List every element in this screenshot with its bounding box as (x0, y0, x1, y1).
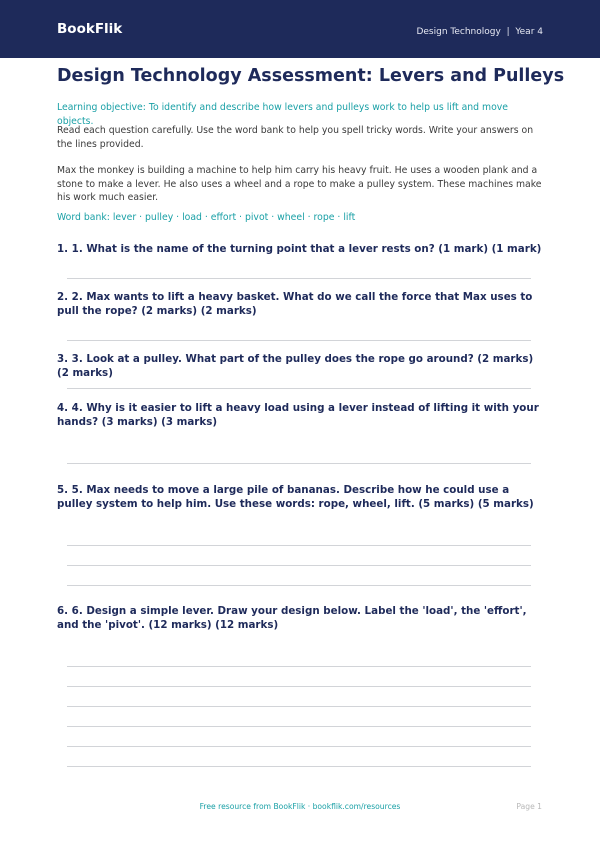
question-5: 5. 5. Max needs to move a large pile of bananas. Describe how he could use a pulley system to help him. Use these words: rope, wheel, lift. (5 marks) (5 marks) (57, 484, 534, 510)
question-4: 4. 4. Why is it easier to lift a heavy load using a lever instead of lifting it with your hands? (3 marks) (3 marks) (57, 402, 539, 428)
question-3: 3. 3. Look at a pulley. What part of the pulley does the rope go around? (2 marks) (2 marks) (57, 353, 534, 379)
question-1: 1. 1. What is the name of the turning point that a lever rests on? (1 mark) (1 mark) (57, 243, 542, 255)
header-subject-year (416, 28, 543, 37)
story-paragraph: Max the monkey is building a machine to help him carry his heavy fruit. He uses a wooden plank and a stone to make a lever. He also uses a wheel and a rope to make a pulley system. These machines make his work much easier. (57, 165, 542, 203)
question-6: 6. 6. Design a simple lever. Draw your design below. Label the 'load', the 'effort', and the 'pivot'. (12 marks) (12 marks) (57, 605, 527, 631)
footer-text: Free resource from BookFlik · bookflik.com/resources (199, 802, 401, 811)
answer-line[interactable] (67, 666, 531, 667)
answer-line[interactable] (67, 766, 531, 767)
answer-line[interactable] (67, 565, 531, 566)
answer-line[interactable] (67, 278, 531, 279)
answer-line[interactable] (67, 463, 531, 464)
page-number: Page 1 (516, 802, 542, 811)
page-title: Design Technology Assessment: Levers and Pulleys (57, 66, 565, 86)
answer-line[interactable] (67, 585, 531, 586)
brand-logo: BookFlik (57, 21, 123, 37)
answer-line[interactable] (67, 746, 531, 747)
learning-objective: Learning objective: To identify and describe how levers and pulleys work to help us lift and move objects. (57, 102, 508, 127)
answer-line[interactable] (67, 340, 531, 341)
answer-line[interactable] (67, 726, 531, 727)
header-separator: | (506, 27, 510, 37)
word-bank: Word bank: lever · pulley · load · effort · pivot · wheel · rope · lift (57, 212, 356, 223)
page-header (0, 0, 600, 58)
answer-line[interactable] (67, 706, 531, 707)
instructions: Read each question carefully. Use the word bank to help you spell tricky words. Write your answers on the lines provided. (57, 125, 534, 150)
year-label: Year 4 (515, 27, 543, 37)
subject-label: Design Technology (416, 27, 501, 37)
answer-line[interactable] (67, 388, 531, 389)
answer-line[interactable] (67, 686, 531, 687)
question-2: 2. 2. Max wants to lift a heavy basket. What do we call the force that Max uses to pull the rope? (2 marks) (2 marks) (57, 291, 533, 317)
answer-line[interactable] (67, 545, 531, 546)
